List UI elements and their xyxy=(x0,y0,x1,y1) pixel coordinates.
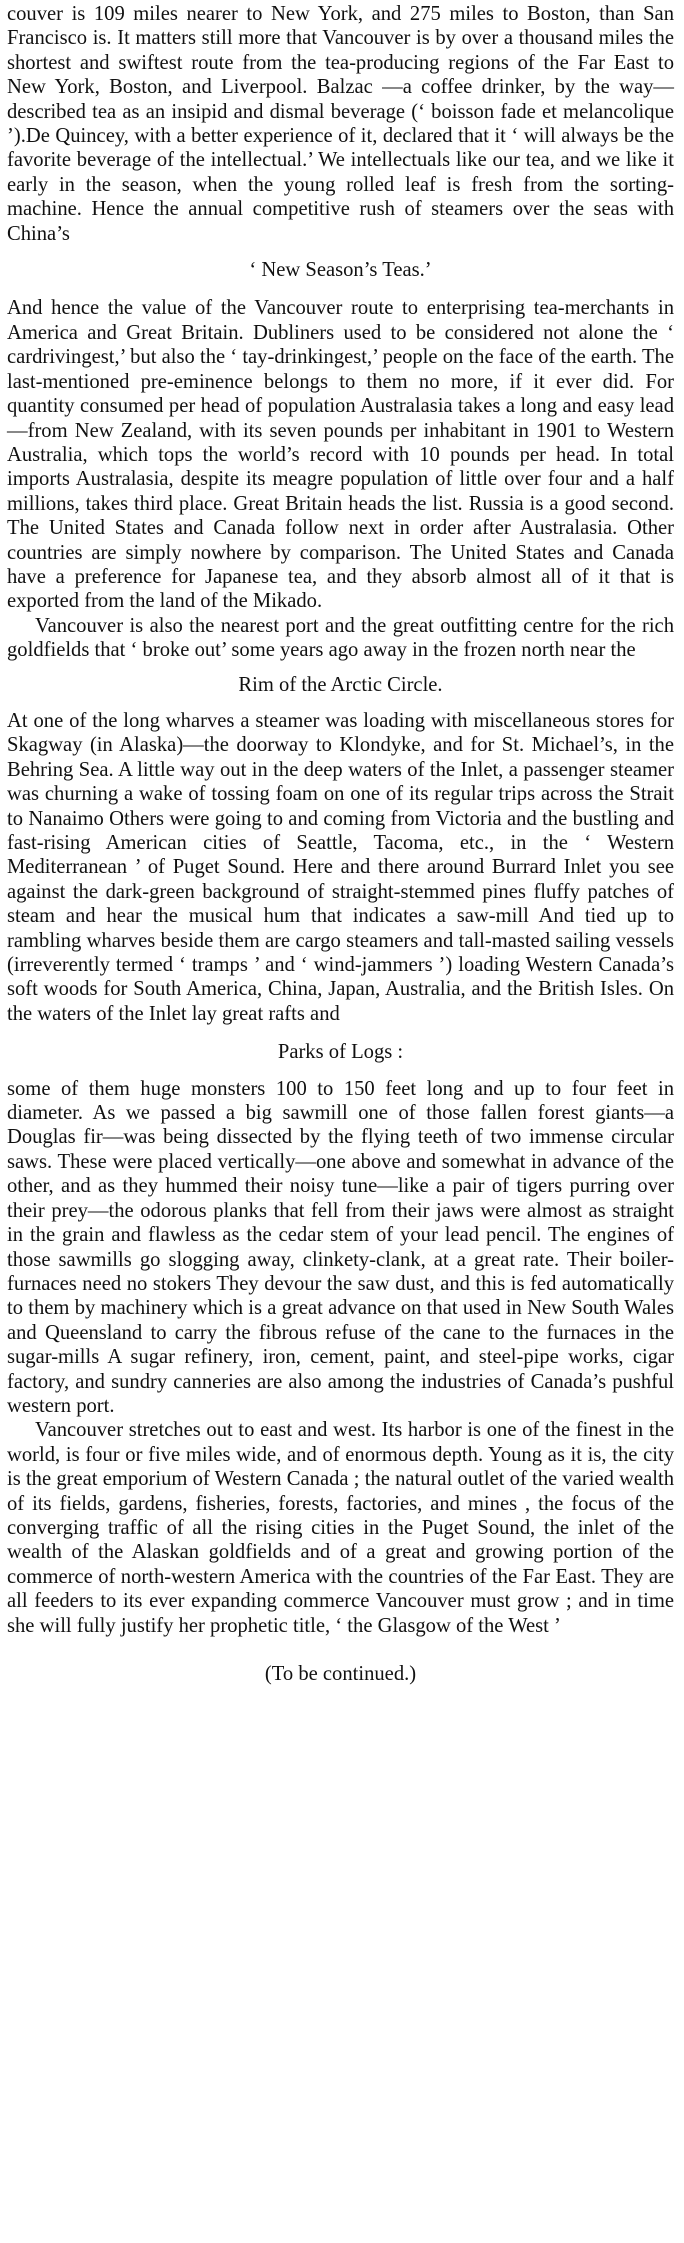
body-paragraph: At one of the long wharves a steamer was loading with miscellaneous stores for Skagway (in Alaska)—the doorway to Klondyke, and for St. Michael’s, in the Behring Sea. A little way out in the deep waters of the Inlet, a passenger steamer was churning a wake of tossing foam on one of its regular trips across the Strait to Nanaimo Others were going to and coming from Victoria and the bustling and fast-rising American cities of Seattle, Tacoma, etc., in the ‘ Western Mediterranean ’ of Puget Sound. Here and there around Burrard Inlet you see against the dark-green background of straight-stemmed pines fluffy patches of steam and hear the musical hum that indicates a saw-mill And tied up to rambling wharves beside them are cargo steamers and tall-masted sailing vessels (irreverently termed ‘ tramps ’ and ‘ wind-jammers ’) loading Western Canada’s soft woods for South America, China, Japan, Australia, and the British Isles. On the waters of the Inlet lay great rafts and xyxy=(7,709,674,1025)
body-paragraph: couver is 109 miles nearer to New York, and 275 miles to Boston, than San Francisco is. It matters still more that Vancouver is by over a thousand miles the shortest and swiftest route from the tea-producing regions of the Far East to New York, Boston, and Liverpool. Balzac —a coffee drinker, by the way—described tea as an insipid and dismal beverage (‘ boisson fade et melancolique ’).De Quincey, with a better experience of it, declared that it ‘ will always be the favorite beverage of the intellectual.’ We intellectuals like our tea, and we like it early in the season, when the young rolled leaf is fresh from the sorting-machine. Hence the annual competitive rush of steamers over the seas with China’s xyxy=(7,3,674,245)
section-heading: ‘ New Season’s Teas.’ xyxy=(249,259,432,282)
continuation-note: (To be continued.) xyxy=(264,1663,417,1685)
body-paragraph: Vancouver stretches out to east and west. Its harbor is one of the finest in the world, is four or five miles wide, and of enormous depth. Young as it is, the city is the great emporium of Western Canada ; the natural outlet of the varied wealth of its fields, gardens, fisheries, forests, factories, and mines , the focus of the converging traffic of all the rising cities in the Puget Sound, the inlet of the wealth of the Alaskan goldfields and of a great and growing portion of the commerce of north-western America with the countries of the Far East. They are all feeders to its ever expanding commerce Vancouver must grow ; and in time she will fully justify her prophetic title, ‘ the Glasgow of the West ’ xyxy=(7,1419,674,1637)
body-paragraph: Vancouver is also the nearest port and the great outfitting centre for the rich goldfields that ‘ broke out’ some years ago away in the frozen north near the xyxy=(7,614,674,662)
body-paragraph: some of them huge monsters 100 to 150 feet long and up to four feet in diameter. As we passed a big sawmill one of those fallen forest giants—a Douglas fir—was being dissected by the flying teeth of two immense circular saws. These were placed vertically—one above and somewhat in advance of the other, and as they hummed their noisy tune—like a pair of tigers purring over their prey—the odorous planks that fell from their jaws were almost as straight in the grain and flawless as the cedar stem of your lead pencil. The engines of those sawmills go slogging away, clinkety-clank, at a great rate. Their boiler-furnaces need no stokers They devour the saw dust, and this is fed automatically to them by machinery which is a great advance on that used in New South Wales and Queensland to carry the fibrous refuse of the cane to the furnaces in the sugar-mills A sugar refinery, iron, cement, paint, and steel-pipe works, cigar factory, and sundry canneries are also among the industries of Canada’s pushful western port. xyxy=(7,1077,674,1417)
section-heading: Parks of Logs : xyxy=(277,1041,404,1064)
section-heading: Rim of the Arctic Circle. xyxy=(238,673,443,696)
body-paragraph: And hence the value of the Vancouver route to enterprising tea-merchants in America and Great Britain. Dubliners used to be considered not alone the ‘ cardrivingest,’ but also the ‘ tay-drinkingest,’ people on the face of the earth. The last-mentioned pre-eminence belongs to them no more, if it ever did. For quantity consumed per head of population Australasia takes a long and easy lead—from New Zealand, with its seven pounds per inhabitant in 1901 to Western Australia, which tops the world’s record with 10 pounds per head. In total imports Australasia, despite its meagre population of little over four and a half millions, takes third place. Great Britain heads the list. Russia is a good second. The United States and Canada follow next in order after Australasia. Other countries are simply nowhere by comparison. The United States and Canada have a preference for Japanese tea, and they absorb almost all of it that is exported from the land of the Mikado. xyxy=(7,297,674,613)
